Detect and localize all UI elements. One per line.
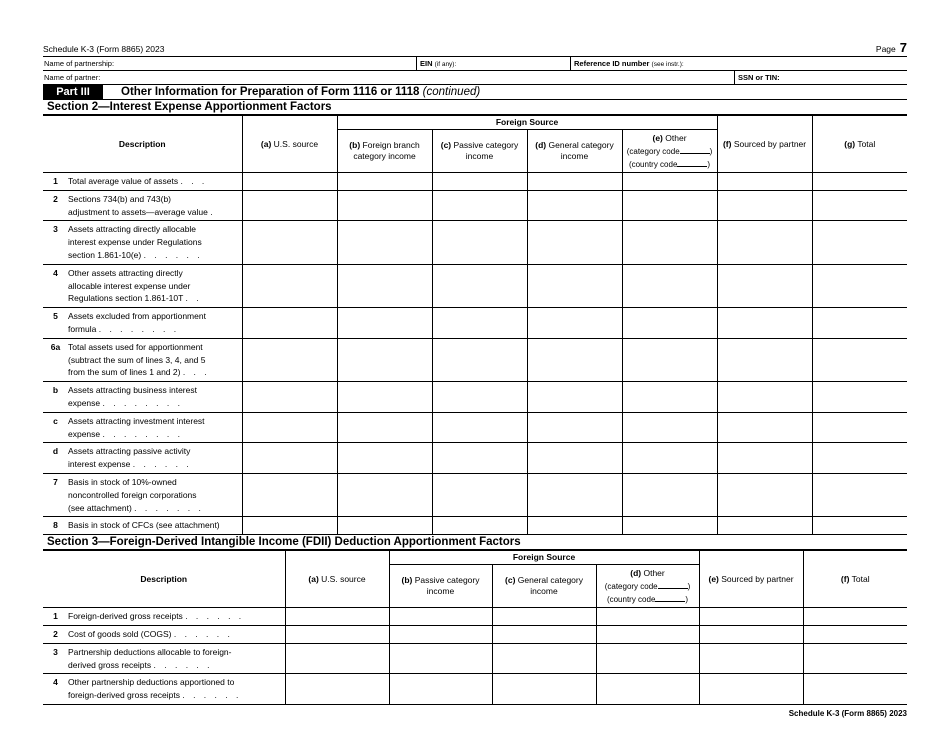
row-description: [43, 338, 242, 381]
amount-cell[interactable]: [337, 190, 432, 221]
line-text: Assets attracting investment interest: [68, 415, 205, 426]
leader-dots: .: [210, 206, 216, 217]
part-title: [121, 86, 480, 98]
amount-cell[interactable]: [285, 643, 389, 674]
s3-foreign-source-header: Foreign Source: [389, 551, 699, 565]
amount-cell[interactable]: [717, 221, 812, 264]
s2-country-code-blank[interactable]: [677, 158, 707, 167]
amount-cell[interactable]: [337, 473, 432, 516]
section2-row: [43, 190, 907, 221]
form-name: Schedule K-3 (Form 8865) 2023: [43, 44, 165, 54]
s3-col-a-text: U.S. source: [321, 573, 366, 584]
amount-cell[interactable]: [432, 190, 527, 221]
amount-cell[interactable]: [285, 625, 389, 643]
s3-col-d-cat-paren: ): [687, 581, 691, 591]
line-text: Assets attracting directly allocable: [68, 224, 197, 235]
partnership-name-label: Name of partnership:: [44, 59, 115, 68]
line-number: 2: [53, 193, 58, 204]
amount-cell[interactable]: [622, 308, 717, 339]
line-text: expense: [68, 428, 101, 439]
amount-cell[interactable]: [527, 382, 622, 413]
section3-table: [43, 550, 907, 705]
amount-cell[interactable]: [717, 473, 812, 516]
amount-cell[interactable]: [527, 412, 622, 443]
line-text: section 1.861-10(e): [68, 249, 142, 260]
s2-col-d-text: General category income: [548, 140, 614, 161]
amount-cell[interactable]: [242, 264, 337, 307]
amount-cell[interactable]: [337, 264, 432, 307]
s3-col-e-text: Sourced by partner: [721, 573, 794, 584]
line-number: b: [52, 385, 59, 396]
amount-cell[interactable]: [527, 308, 622, 339]
amount-cell[interactable]: [389, 643, 492, 674]
amount-cell[interactable]: [812, 338, 907, 381]
s3-col-d-country-paren: ): [685, 594, 689, 604]
line-text: interest expense under Regulations: [68, 237, 202, 248]
part-title-suffix: (continued): [422, 86, 481, 98]
s2-category-code-blank[interactable]: [680, 145, 710, 154]
amount-cell[interactable]: [622, 338, 717, 381]
amount-cell[interactable]: [432, 382, 527, 413]
amount-cell[interactable]: [432, 221, 527, 264]
amount-cell[interactable]: [285, 674, 389, 705]
line-text: allocable interest expense under: [68, 280, 191, 291]
leader-dots: . . . . . . . .: [102, 397, 183, 408]
amount-cell[interactable]: [527, 473, 622, 516]
s2-col-e-text: Other: [665, 132, 687, 143]
amount-cell[interactable]: [699, 608, 803, 626]
leader-dots: . . . . . .: [185, 611, 245, 622]
line-text: Other assets attracting directly: [68, 267, 183, 278]
section3-title: Section 3—Foreign-Derived Intangible Income (FDII) Deduction Apportionment Factors: [43, 535, 907, 550]
line-text: Partnership deductions allocable to foreign-: [68, 646, 232, 657]
line-text: derived gross receipts: [68, 659, 152, 670]
s3-col-b-text: Passive category income: [414, 575, 480, 597]
line-text: Total assets used for apportionment: [68, 341, 203, 352]
section2-row: [43, 517, 907, 535]
line-text: Total average value of assets: [68, 176, 179, 186]
amount-cell[interactable]: [285, 608, 389, 626]
amount-cell[interactable]: [596, 674, 699, 705]
line-number: 4: [53, 677, 58, 688]
amount-cell[interactable]: [812, 382, 907, 413]
s2-col-g-header: [812, 116, 907, 173]
amount-cell[interactable]: [803, 625, 907, 643]
ein-label: EIN: [420, 59, 433, 68]
s2-col-e-country-paren: ): [707, 159, 711, 169]
ein-field[interactable]: [416, 57, 570, 70]
part-label: Part III: [43, 85, 103, 99]
section2-title: Section 2—Interest Expense Apportionment Factors: [43, 100, 907, 115]
amount-cell[interactable]: [812, 517, 907, 535]
amount-cell[interactable]: [527, 338, 622, 381]
leader-dots: . . .: [182, 367, 210, 378]
amount-cell[interactable]: [622, 221, 717, 264]
row-description: [43, 308, 242, 339]
s3-col-e-header: [699, 551, 803, 608]
s3-country-code-blank[interactable]: [655, 593, 685, 602]
s3-col-d-header: [596, 565, 699, 608]
amount-cell[interactable]: [432, 264, 527, 307]
leader-dots: . .: [185, 293, 202, 304]
amount-cell[interactable]: [242, 382, 337, 413]
s2-col-e-country-code: (country code: [628, 159, 678, 169]
line-number: 5: [53, 311, 58, 322]
leader-dots: . . . . . . . .: [102, 428, 183, 439]
line-text: adjustment to assets—average value: [68, 206, 208, 217]
line-number: 2: [53, 628, 58, 639]
amount-cell[interactable]: [717, 190, 812, 221]
leader-dots: . . . . . .: [173, 628, 233, 639]
amount-cell[interactable]: [622, 264, 717, 307]
amount-cell[interactable]: [492, 674, 596, 705]
line-text: formula: [68, 323, 97, 334]
line-text: Cost of goods sold (COGS): [68, 628, 172, 639]
row-description: [43, 473, 242, 516]
form-header: [43, 38, 907, 57]
amount-cell[interactable]: [699, 674, 803, 705]
section2-row: [43, 443, 907, 474]
refid-note: (see instr.):: [651, 61, 684, 68]
row-description: [43, 382, 242, 413]
row-description: [43, 608, 285, 626]
line-text: (see attachment): [68, 502, 132, 513]
amount-cell[interactable]: [337, 382, 432, 413]
s2-col-c-letter: (c): [440, 140, 452, 150]
line-number: 4: [53, 267, 58, 278]
amount-cell[interactable]: [432, 473, 527, 516]
s3-col-e-letter: (e): [708, 573, 719, 584]
refid-label: Reference ID number: [574, 59, 650, 68]
line-text: Basis in stock of CFCs (see attachment): [68, 520, 220, 531]
amount-cell[interactable]: [389, 674, 492, 705]
amount-cell[interactable]: [717, 517, 812, 535]
amount-cell[interactable]: [803, 674, 907, 705]
amount-cell[interactable]: [337, 412, 432, 443]
section2-row: [43, 264, 907, 307]
amount-cell[interactable]: [812, 443, 907, 474]
amount-cell[interactable]: [717, 264, 812, 307]
s3-col-b-header: [389, 565, 492, 608]
s3-col-f-text: Total: [851, 573, 870, 584]
s2-col-a-letter: (a): [260, 138, 272, 149]
page-indicator: [876, 40, 907, 56]
amount-cell[interactable]: [527, 264, 622, 307]
line-text: foreign-derived gross receipts: [68, 690, 180, 701]
amount-cell[interactable]: [337, 173, 432, 191]
amount-cell[interactable]: [812, 221, 907, 264]
amount-cell[interactable]: [803, 608, 907, 626]
amount-cell[interactable]: [812, 473, 907, 516]
amount-cell[interactable]: [527, 173, 622, 191]
row-description: [43, 517, 242, 535]
amount-cell[interactable]: [527, 221, 622, 264]
s2-col-g-letter: (g): [844, 138, 856, 149]
s2-col-a-text: U.S. source: [273, 138, 319, 149]
amount-cell[interactable]: [432, 412, 527, 443]
amount-cell[interactable]: [699, 643, 803, 674]
section2-row: [43, 338, 907, 381]
line-text: from the sum of lines 1 and 2): [68, 367, 181, 378]
amount-cell[interactable]: [337, 221, 432, 264]
section2-row: [43, 382, 907, 413]
amount-cell[interactable]: [527, 517, 622, 535]
s2-col-e-cat-paren: ): [709, 146, 713, 156]
s3-col-c-text: General category income: [517, 575, 583, 597]
amount-cell[interactable]: [699, 625, 803, 643]
row-description: [43, 221, 242, 264]
s3-col-d-category-code: (category code: [604, 581, 658, 591]
line-number: 1: [53, 176, 58, 186]
line-text: expense: [68, 397, 101, 408]
section3-row: [43, 674, 907, 705]
s2-col-f-header: [717, 116, 812, 173]
amount-cell[interactable]: [622, 473, 717, 516]
amount-cell[interactable]: [717, 338, 812, 381]
amount-cell[interactable]: [389, 625, 492, 643]
amount-cell[interactable]: [622, 412, 717, 443]
section2-table: [43, 115, 907, 535]
form-footer: Schedule K-3 (Form 8865) 2023: [788, 708, 907, 718]
amount-cell[interactable]: [812, 412, 907, 443]
s2-col-b-text: Foreign branch category income: [353, 140, 420, 161]
line-number: d: [52, 446, 59, 457]
partner-name-label: Name of partner:: [44, 73, 101, 82]
amount-cell[interactable]: [803, 643, 907, 674]
s3-category-code-blank[interactable]: [658, 580, 688, 589]
amount-cell[interactable]: [527, 190, 622, 221]
line-number: 3: [53, 646, 58, 657]
amount-cell[interactable]: [432, 338, 527, 381]
ssn-label: SSN or TIN:: [738, 73, 780, 82]
s3-col-d-letter: (d): [630, 567, 642, 578]
row-description: [43, 625, 285, 643]
section3-row: [43, 608, 907, 626]
section2-row: [43, 221, 907, 264]
leader-dots: . . .: [180, 176, 208, 186]
amount-cell[interactable]: [242, 173, 337, 191]
line-text: Other partnership deductions apportioned to: [68, 677, 235, 688]
leader-dots: . . . . . .: [182, 690, 242, 701]
s2-col-g-text: Total: [857, 138, 876, 149]
section2-row: [43, 308, 907, 339]
s2-col-f-text: Sourced by partner: [733, 138, 807, 149]
leader-dots: . . . . . . . .: [98, 323, 180, 334]
amount-cell[interactable]: [622, 382, 717, 413]
amount-cell[interactable]: [242, 473, 337, 516]
section2-row: [43, 173, 907, 191]
section2-row: [43, 473, 907, 516]
amount-cell[interactable]: [622, 517, 717, 535]
amount-cell[interactable]: [242, 190, 337, 221]
s2-col-e-category-code: (category code: [626, 146, 680, 156]
page-label: Page: [875, 44, 896, 54]
amount-cell[interactable]: [492, 608, 596, 626]
ein-note: (if any):: [434, 61, 457, 68]
line-text: Basis in stock of 10%-owned: [68, 476, 177, 487]
partner-row: [43, 71, 907, 85]
s2-col-b-letter: (b): [349, 140, 361, 150]
amount-cell[interactable]: [596, 625, 699, 643]
s3-col-d-text: Other: [643, 567, 665, 578]
row-description: [43, 190, 242, 221]
leader-dots: . . . . . .: [143, 249, 203, 260]
line-text: (subtract the sum of lines 3, 4, and 5: [68, 354, 206, 365]
amount-cell[interactable]: [717, 173, 812, 191]
ssn-field[interactable]: [734, 71, 907, 84]
s2-col-e-header: [622, 130, 717, 173]
s3-col-description: Description: [43, 551, 285, 608]
row-description: [43, 264, 242, 307]
s3-col-c-letter: (c): [505, 575, 516, 586]
partnership-name-field[interactable]: [43, 57, 416, 70]
line-number: 3: [53, 224, 58, 235]
page-number: 7: [899, 40, 907, 55]
s2-col-b-header: [337, 130, 432, 173]
s3-col-f-letter: (f): [840, 573, 850, 584]
amount-cell[interactable]: [337, 338, 432, 381]
s2-col-f-letter: (f): [722, 138, 732, 149]
s2-col-c-text: Passive category income: [453, 140, 519, 161]
amount-cell[interactable]: [622, 443, 717, 474]
partner-name-field[interactable]: [43, 71, 734, 84]
line-number: c: [53, 415, 58, 426]
line-text: Sections 734(b) and 743(b): [68, 193, 172, 204]
amount-cell[interactable]: [242, 338, 337, 381]
line-number: 1: [53, 611, 58, 622]
amount-cell[interactable]: [432, 443, 527, 474]
section3-row: [43, 625, 907, 643]
amount-cell[interactable]: [337, 308, 432, 339]
row-description: [43, 643, 285, 674]
amount-cell[interactable]: [527, 443, 622, 474]
line-text: Assets excluded from apportionment: [68, 311, 206, 322]
line-text: Assets attracting passive activity: [68, 446, 191, 457]
s2-col-c-header: [432, 130, 527, 173]
s2-col-d-header: [527, 130, 622, 173]
part-title-text: Other Information for Preparation of Form 1116 or 1118: [121, 86, 420, 98]
line-number: 8: [53, 520, 58, 531]
s2-col-e-letter: (e): [652, 132, 663, 143]
part-header: [43, 85, 907, 100]
amount-cell[interactable]: [717, 382, 812, 413]
s3-col-b-letter: (b): [401, 575, 413, 586]
amount-cell[interactable]: [492, 643, 596, 674]
amount-cell[interactable]: [622, 190, 717, 221]
amount-cell[interactable]: [812, 264, 907, 307]
form-page: [43, 38, 907, 718]
line-text: interest expense: [68, 459, 131, 470]
s3-col-a-letter: (a): [308, 573, 319, 584]
amount-cell[interactable]: [337, 517, 432, 535]
row-description: [43, 443, 242, 474]
amount-cell[interactable]: [596, 643, 699, 674]
section3-row: [43, 643, 907, 674]
s2-col-d-letter: (d): [535, 140, 547, 150]
s2-foreign-source-header: Foreign Source: [337, 116, 717, 130]
section2-row: [43, 412, 907, 443]
partnership-row: [43, 57, 907, 71]
s2-col-description: Description: [43, 116, 242, 173]
amount-cell[interactable]: [242, 517, 337, 535]
amount-cell[interactable]: [596, 608, 699, 626]
amount-cell[interactable]: [337, 443, 432, 474]
s3-col-c-header: [492, 565, 596, 608]
amount-cell[interactable]: [492, 625, 596, 643]
amount-cell[interactable]: [242, 443, 337, 474]
leader-dots: . . . . . . .: [134, 502, 204, 513]
row-description: [43, 412, 242, 443]
amount-cell[interactable]: [717, 443, 812, 474]
reference-id-field[interactable]: [570, 57, 907, 70]
s3-col-f-header: [803, 551, 907, 608]
row-description: [43, 173, 242, 191]
amount-cell[interactable]: [432, 173, 527, 191]
line-number: 6a: [50, 341, 61, 352]
amount-cell[interactable]: [812, 308, 907, 339]
leader-dots: . . . . . .: [153, 659, 213, 670]
s3-col-a-header: [285, 551, 389, 608]
amount-cell[interactable]: [622, 173, 717, 191]
amount-cell[interactable]: [717, 308, 812, 339]
amount-cell[interactable]: [717, 412, 812, 443]
row-description: [43, 674, 285, 705]
amount-cell[interactable]: [432, 517, 527, 535]
amount-cell[interactable]: [812, 173, 907, 191]
amount-cell[interactable]: [812, 190, 907, 221]
amount-cell[interactable]: [242, 221, 337, 264]
s3-col-d-country-code: (country code: [606, 594, 656, 604]
s2-col-a-header: [242, 116, 337, 173]
line-text: Foreign-derived gross receipts: [68, 611, 183, 622]
leader-dots: . . . . . .: [132, 459, 192, 470]
amount-cell[interactable]: [242, 308, 337, 339]
amount-cell[interactable]: [389, 608, 492, 626]
amount-cell[interactable]: [242, 412, 337, 443]
line-number: 7: [53, 476, 58, 487]
amount-cell[interactable]: [432, 308, 527, 339]
line-text: Assets attracting business interest: [68, 385, 197, 396]
line-text: noncontrolled foreign corporations: [68, 489, 197, 500]
line-text: Regulations section 1.861-10T: [68, 293, 184, 304]
